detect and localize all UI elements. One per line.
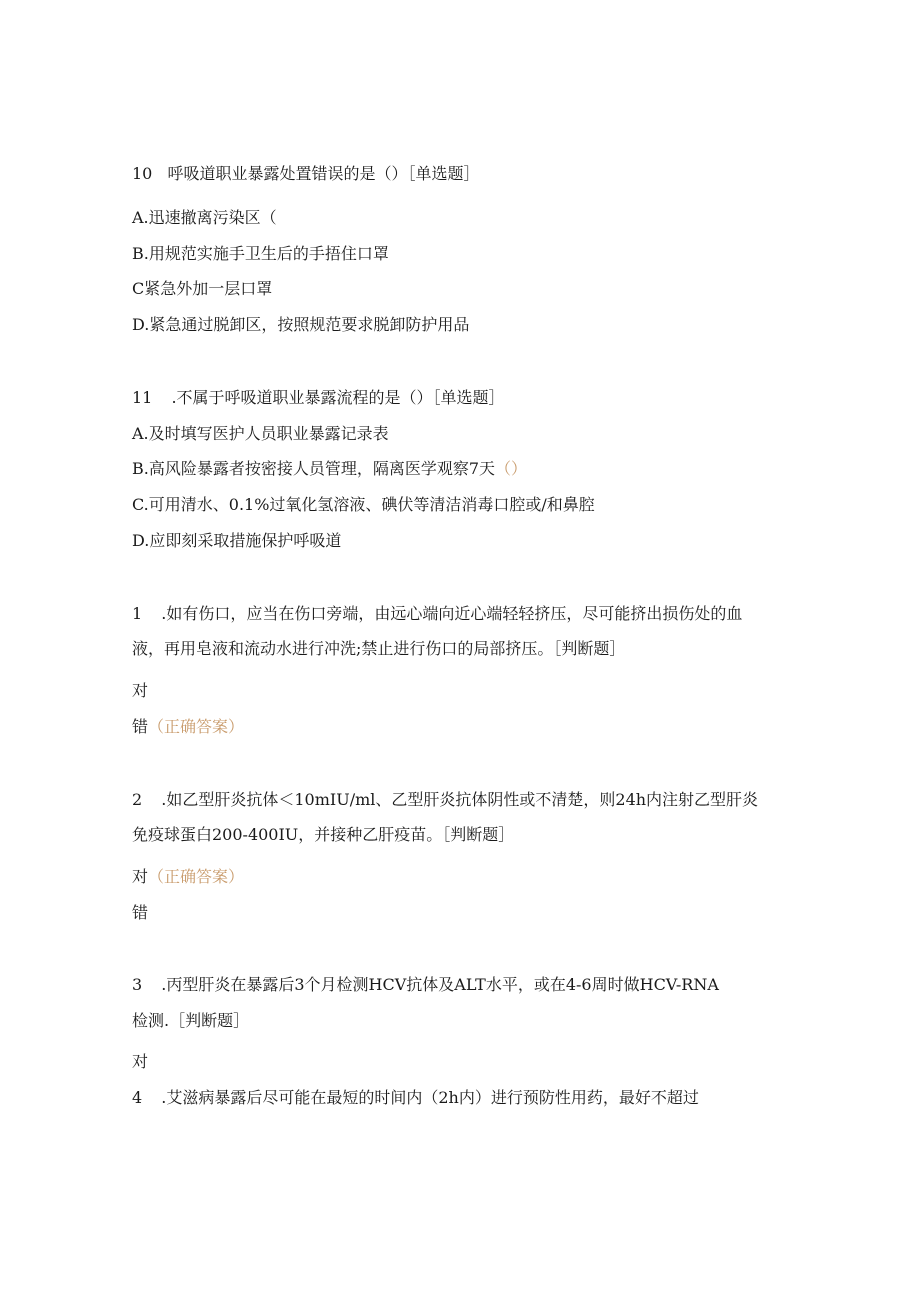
- option-text: D.应即刻采取措施保护呼吸道: [132, 531, 342, 550]
- correct-answer-mark: （正确答案）: [148, 717, 245, 736]
- q11-option-a: [132, 424, 389, 444]
- correct-answer-mark: （正确答案）: [148, 867, 245, 886]
- q1-option-false: [132, 717, 244, 737]
- q10-option-a: [132, 208, 277, 228]
- q3-option-true: [132, 1052, 148, 1072]
- option-text: A.迅速撤离污染区（: [132, 208, 277, 227]
- question-text: .如乙型肝炎抗体＜10mIU∕ml、乙型肝炎抗体阴性或不清楚，则24h内注射乙型肝炎: [161, 790, 759, 809]
- question-text: 检测.［判断题］: [132, 1011, 250, 1030]
- question-number: 10: [132, 164, 153, 183]
- answer-mark: （）: [495, 459, 528, 478]
- q10-option-d: [132, 315, 469, 335]
- question-number: 4: [132, 1088, 143, 1107]
- q10-option-c: [132, 279, 272, 299]
- question-text: .不属于呼吸道职业暴露流程的是（）［单选题］: [171, 388, 505, 407]
- option-text: 对: [132, 681, 149, 700]
- question-2-stem-line-1: [132, 790, 758, 810]
- q11-option-b: [132, 459, 527, 479]
- option-text: B.高风险暴露者按密接人员管理，隔离医学观察7天: [132, 459, 496, 478]
- question-3-stem-line-1: [132, 975, 719, 995]
- option-text: D.紧急通过脱卸区，按照规范要求脱卸防护用品: [132, 315, 470, 334]
- option-text: B.用规范实施手卫生后的手捂住口罩: [132, 244, 389, 263]
- question-text: 液，再用皂液和流动水进行冲洗;禁止进行伤口的局部挤压。［判断题］: [132, 639, 626, 658]
- question-number: 3: [132, 975, 143, 994]
- question-text: 呼吸道职业暴露处置错误的是（）［单选题］: [167, 164, 480, 183]
- question-text: 免疫球蛋白200-400IU，并接种乙肝疫苗。［判断题］: [132, 825, 515, 844]
- question-text: .艾滋病暴露后尽可能在最短的时间内（2h内）进行预防性用药，最好不超过: [161, 1088, 699, 1107]
- question-2-stem-line-2: [132, 825, 514, 845]
- question-4-stem-line-1: [132, 1088, 699, 1108]
- option-text: C紧急外加一层口罩: [132, 279, 273, 298]
- question-1-stem-line-2: [132, 639, 625, 659]
- question-number: 11: [132, 388, 153, 407]
- question-10-stem: [132, 164, 479, 184]
- question-11-stem: [132, 388, 505, 408]
- q2-option-false: [132, 903, 148, 923]
- option-text: 对: [132, 867, 149, 886]
- option-text: 对: [132, 1052, 149, 1071]
- option-text: A.及时填写医护人员职业暴露记录表: [132, 424, 389, 443]
- question-number: 2: [132, 790, 143, 809]
- q2-option-true: [132, 867, 244, 887]
- option-text: 错: [132, 903, 149, 922]
- option-text: 错: [132, 717, 149, 736]
- question-number: 1: [132, 604, 143, 623]
- question-text: .如有伤口，应当在伤口旁端，由远心端向近心端轻轻挤压，尽可能挤出损伤处的血: [161, 604, 743, 623]
- option-text: C.可用清水、0.1%过氧化氢溶液、碘伏等清洁消毒口腔或/和鼻腔: [132, 495, 595, 514]
- q10-option-b: [132, 244, 389, 264]
- q11-option-d: [132, 531, 341, 551]
- q1-option-true: [132, 681, 148, 701]
- q11-option-c: [132, 495, 595, 515]
- question-text: .丙型肝炎在暴露后3个月检测HCV抗体及ALT水平，或在4-6周时做HCV-RNA: [161, 975, 719, 994]
- question-1-stem-line-1: [132, 604, 742, 624]
- question-3-stem-line-2: [132, 1011, 249, 1031]
